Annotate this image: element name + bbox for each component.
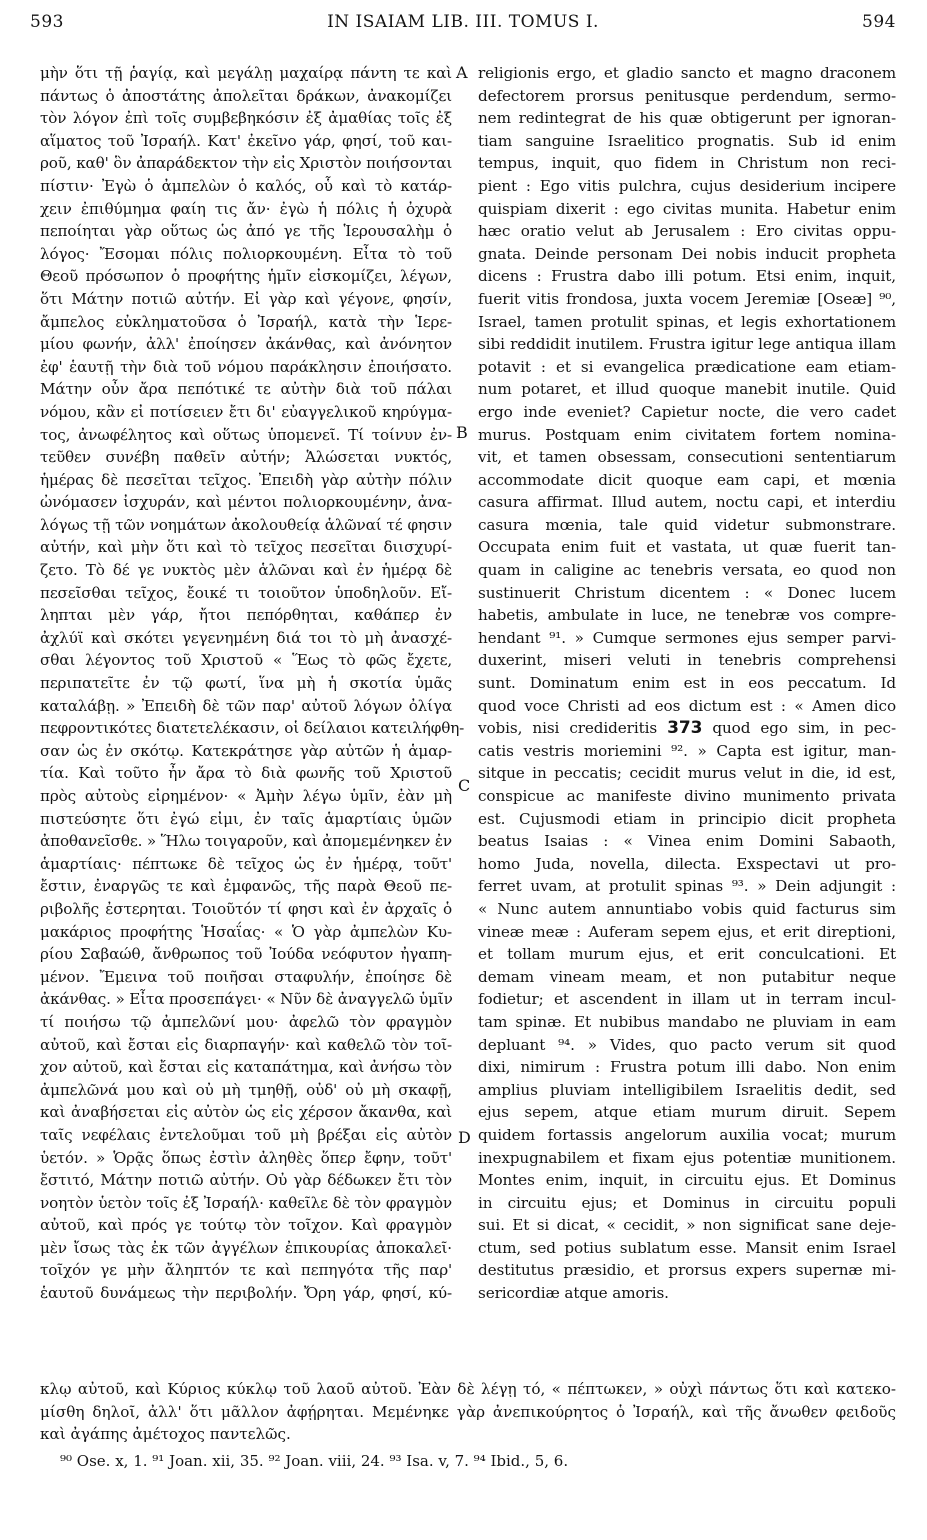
- text-line: murus. Postquam enim civitatem fortem nomina-: [478, 425, 896, 444]
- text-line: potavit : et si evangelica prædicatione eam etiam-: [478, 357, 896, 376]
- text-line: demam vineam meam, et non putabitur neque: [478, 967, 896, 986]
- text-line: σθαι λέγοντος τοῦ Χριστοῦ « Ἕως τὸ φῶς ἔχετε,: [40, 651, 452, 670]
- text-line: μίσθη δηλοῖ, ἀλλ' ὅτι μᾶλλον ἀφῄρηται. Μεμένηκε γὰρ ἀνεπικούρητος ὁ Ἰσραήλ, καὶ τῆς ἄνωθεν φειδοῦς: [40, 1402, 896, 1421]
- text-line: ἄμπελος εὐκληματοῦσα ὁ Ἰσραήλ, κατὰ τὴν Ἱερε-: [40, 312, 452, 331]
- text-line: τία. Καὶ τοῦτο ἦν ἄρα τὸ διὰ φωνῆς τοῦ Χριστοῦ: [40, 764, 452, 783]
- text-line: quod voce Christi ad eos dictum est : « Amen dico: [478, 696, 896, 715]
- text-line: αὐτοῦ, καὶ πρός γε τούτῳ τὸν τοῖχον. Καὶ φραγμὸν: [40, 1216, 452, 1235]
- text-line: χειν ἐπιθύμημα φαίη τις ἄν· ἐγὼ ἡ πόλις ἡ ὀχυρὰ: [40, 199, 452, 218]
- running-header: [30, 6, 896, 42]
- text-line: conspicue ac manifeste divino munimento privata: [478, 787, 896, 805]
- text-line: nem redintegrat de his quæ obtigerunt per ignoran-: [478, 109, 896, 128]
- text-line: Μάτην οὖν ἄρα πεπότικέ τε αὐτὴν διὰ τοῦ πάλαι: [40, 380, 452, 399]
- text-line: vit, et tamen obsessam, consecutioni sententiarum: [478, 448, 896, 467]
- text-line: hæc oratio velut ab Jerusalem : Ero civitas oppu-: [478, 222, 896, 241]
- text-line: amplius pluviam intelligibilem Israelitis dedit, sed: [478, 1080, 896, 1099]
- text-line: ejus sepem, atque etiam murum diruit. Sepem: [478, 1103, 896, 1122]
- text-line: dixi, nimirum : Frustra potum illi dabo. Non enim: [478, 1058, 896, 1077]
- text-line: λόγος· Ἔσομαι πόλις πολιορκουμένη. Εἶτα τὸ τοῦ: [40, 244, 452, 263]
- text-line: ροῦ, καθ' ὃν ἀπαράδεκτον τὴν εἰς Χριστὸν ποιήσονται: [40, 154, 453, 173]
- text-line: πεποίηται γὰρ οὕτως ὡς ἀπό γε τῆς Ἱερουσαλὴμ ὁ: [40, 222, 452, 241]
- text-line: πίστιν· Ἐγὼ ὁ ἀμπελὼν ὁ καλός, οὗ καὶ τὸ κατάρ-: [40, 176, 452, 195]
- text-line: αἵματος τοῦ Ἰσραήλ. Κατ' ἐκεῖνο γάρ, φησί, τοῦ και-: [40, 131, 452, 150]
- text-line: νόμου, κἂν εἰ ποτίσειεν ἔτι δι' εὐαγγελικοῦ κηρύγμα-: [40, 402, 452, 421]
- text-line: αὐτήν, καὶ μὴν ὅτι καὶ τὸ τεῖχος πεσεῖται διισχυρί-: [40, 538, 452, 557]
- text-line: λόγως τῇ τῶν νοημάτων ἀκολουθείᾳ ἁλῶναί τέ φησιν: [40, 515, 452, 534]
- text-line: Israel, tamen protulit spinas, et legis exhortationem: [478, 312, 896, 331]
- text-line: πρὸς αὐτοὺς εἰρημένον· « Ἀμὴν λέγω ὑμῖν, ἐὰν μὴ: [40, 787, 452, 805]
- text-line: ζετο. Τὸ δέ γε νυκτὸς μὲν ἁλῶναι καὶ ἐν ἡμέρᾳ δὲ: [40, 561, 452, 580]
- text-line: ἀποθανεῖσθε. » Ἥλω τοιγαροῦν, καὶ ἀπομεμένηκεν ἐν: [40, 832, 452, 851]
- text-line: num potaret, et illud quoque manebit inutile. Quid: [478, 380, 896, 399]
- text-line: habetis, ambulate in luce, ne tenebræ vos compre-: [478, 606, 896, 625]
- text-line: ἀκάνθας. » Εἶτα προσεπάγει· « Νῦν δὲ ἀναγγελῶ ὑμῖν: [40, 990, 453, 1009]
- text-line: πεφροντικότες διατετελέκασιν, οἱ δείλαιοι κατειλήφθη-: [40, 719, 465, 738]
- text-line: dicens : Frustra dabo illi potum. Etsi enim, inquit,: [478, 267, 896, 286]
- text-line: αὐτοῦ, καὶ ἔσται εἰς διαρπαγήν· καὶ καθελῶ τὸν τοῖ-: [40, 1035, 452, 1054]
- text-line: ἔστιν, ἐναργῶς τε καὶ ἐμφανῶς, τῆς παρὰ Θεοῦ πε-: [40, 877, 452, 896]
- text-line: ὑετόν. » Ὁρᾷς ὅπως ἐστὶν ἀληθὲς ὅπερ ἔφην, τοῦτ': [40, 1148, 452, 1167]
- text-line: et tollam murum ejus, et erit conculcationi. Et: [478, 945, 896, 964]
- text-line: ριβολῆς ἐστερηται. Τοιοῦτόν τί φησι καὶ ἐν ἀρχαῖς ὁ: [40, 899, 452, 918]
- text-line: σαν ὡς ἐν σκότῳ. Κατεκράτησε γὰρ αὐτῶν ἡ ἁμαρ-: [40, 741, 452, 760]
- text-line: τεῦθεν συνέβη παθεῖν αὐτήν; Ἁλώσεται νυκτός,: [40, 448, 452, 467]
- text-line: in circuitu ejus; et Dominus in circuitu populi: [478, 1193, 896, 1212]
- text-line: fodietur; et ascendent in illam ut in terram incul-: [478, 990, 896, 1009]
- text-line: ἀχλύϊ καὶ σκότει γεγενημένη διά τοι τὸ μὴ ἀνασχέ-: [40, 628, 452, 647]
- text-line: casura mœnia, tale quid videtur submonstrare.: [478, 515, 896, 534]
- running-title: IN ISAIAM LIB. III. TOMUS I.: [327, 12, 599, 32]
- text-line: vineæ meæ : Auferam sepem ejus, et erit direptioni,: [478, 922, 896, 941]
- text-line: ergo inde eveniet? Capietur nocte, die vero cadet: [478, 402, 896, 421]
- text-line: νοητὸν ὑετὸν τοῖς ἐξ Ἰσραήλ· καθεῖλε δὲ τὸν φραγμὸν: [40, 1193, 452, 1212]
- text-line: ὅτι Μάτην ποτιῶ αὐτήν. Εἰ γὰρ καὶ γέγονε, φησίν,: [40, 289, 452, 308]
- text-line: ctum, sed potius sublatum esse. Mansit enim Israel: [478, 1238, 896, 1257]
- text-line: περιπατεῖτε ἐν τῷ φωτί, ἵνα μὴ ἡ σκοτία ὑμᾶς: [40, 674, 452, 693]
- text-line: μίου φωνήν, ἀλλ' ἐποίησεν ἀκάνθας, καὶ ἀνόνητον: [40, 335, 452, 354]
- text-line: quispiam dixerit : ego civitas munita. Habetur enim: [478, 199, 896, 218]
- text-line: πεσεῖσθαι τεῖχος, ἔοικέ τι τοιοῦτον ὑποδηλοῦν. Εἴ-: [40, 583, 452, 602]
- text-line: ἐφ' ἑαυτῇ τὴν διὰ τοῦ νόμου παράκλησιν ἐποιήσατο.: [40, 357, 452, 376]
- text-line: duxerint, miseri veluti in tenebris comprehensi: [478, 651, 896, 670]
- text-line: accommodate dicit quoque eam capi, et mœnia: [478, 470, 896, 489]
- text-line: sunt. Dominatum enim est in eos peccatum. Id: [478, 674, 896, 693]
- text-line: Montes enim, inquit, in circuitu ejus. Et Dominus: [478, 1171, 896, 1190]
- text-line: μακάριος προφήτης Ἡσαΐας· « Ὁ γὰρ ἀμπελὼν Κυ-: [40, 922, 452, 941]
- margin-letter-b: B: [456, 423, 468, 442]
- text-line: πάντως ὁ ἀποστάτης ἀπολεῖται δράκων, ἀνακομίζει: [40, 86, 452, 105]
- text-line: ἑαυτοῦ δυνάμεως τὴν περιβολήν. Ὄρη γάρ, φησί, κύ-: [40, 1284, 452, 1303]
- text-line: tam spinæ. Et nubibus mandabo ne pluviam in eam: [478, 1012, 896, 1031]
- text-line: vobis, nisi credideritis 373 quod ego sim, in pec-: [478, 718, 896, 739]
- text-line: quam in caligine ac tenebris versata, eo quod non: [478, 561, 896, 580]
- text-line: ἀμπελῶνά μου καὶ οὐ μὴ τμηθῇ, οὐδ' οὐ μὴ σκαφῇ,: [40, 1080, 452, 1099]
- text-line: gnata. Deinde personam Dei nobis inducit propheta: [478, 244, 896, 263]
- text-line: ρίου Σαβαώθ, ἄνθρωπος τοῦ Ἰούδα νεόφυτον ἠγαπη-: [40, 945, 452, 964]
- text-line: τοῖχόν γε μὴν ἄληπτόν τε καὶ πεπηγότα τῆς παρ': [40, 1261, 452, 1280]
- text-line: μὴν ὅτι τῇ ῥαγίᾳ, καὶ μεγάλῃ μαχαίρᾳ πάντη τε καὶ: [40, 64, 452, 82]
- text-line: sui. Et si dicat, « cecidit, » non significat sane deje-: [478, 1216, 896, 1235]
- text-line: ferret uvam, at protulit spinas ⁹³. » Dein adjungit :: [478, 877, 896, 896]
- margin-letter-c: C: [458, 776, 471, 795]
- text-line: καὶ ἀγάπης ἀμέτοχος παντελῶς.: [40, 1425, 291, 1444]
- text-line: ἔστιτό, Μάτην ποτιῶ αὐτήν. Οὐ γὰρ δέδωκεν ἔτι τὸν: [40, 1171, 452, 1190]
- footnotes: ⁹⁰ Ose. x, 1. ⁹¹ Joan. xii, 35. ⁹² Joan. viii, 24. ⁹³ Isa. v, 7. ⁹⁴ Ibid., 5, 6.: [60, 1452, 569, 1470]
- greek-tail-paragraph: [40, 1378, 896, 1446]
- page-number-left: 593: [30, 12, 64, 32]
- text-line: homo Juda, novella, dilecta. Exspectavi ut pro-: [478, 854, 896, 873]
- text-line: πιστεύσητε ὅτι ἐγώ εἰμι, ἐν ταῖς ἁμαρτίαις ὑμῶν: [40, 809, 452, 828]
- column-number-marker: 373: [667, 718, 703, 739]
- text-line: χον αὐτοῦ, καὶ ἔσται εἰς καταπάτημα, καὶ ἀνήσω τὸν: [40, 1058, 452, 1077]
- text-line: Θεοῦ πρόσωπον ὁ προφήτης ἡμῖν εἰσκομίζει, λέγων,: [40, 267, 452, 286]
- text-line: hendant ⁹¹. » Cumque sermones ejus semper parvi-: [478, 628, 896, 647]
- text-line: tempus, inquit, quo fidem in Christum non reci-: [478, 154, 896, 173]
- text-line: τί ποιήσω τῷ ἀμπελῶνί μου· ἀφελῶ τὸν φραγμὸν: [40, 1012, 452, 1031]
- text-line: τὸν λόγον ἐπὶ τοῖς συμβεβηκόσιν ἐξ ἀμαθίας τοῖς ἐξ: [40, 109, 452, 128]
- text-line: pient : Ego vitis pulchra, cujus desiderium incipere: [478, 176, 896, 195]
- text-line: destitutus præsidio, et prorsus expers supernæ mi-: [478, 1261, 896, 1280]
- text-line: τος, ἀνωφέλητος καὶ οὕτως ὑπομενεῖ. Τί τοίνυν ἐν-: [40, 425, 452, 444]
- text-line: beatus Isaias : « Vinea enim Domini Sabaoth,: [478, 832, 896, 851]
- text-line: sitque in peccatis; cecidit murus velut in die, id est,: [478, 764, 896, 783]
- text-line: κλῳ αὐτοῦ, καὶ Κύριος κύκλῳ τοῦ λαοῦ αὐτοῦ. Ἐὰν δὲ λέγῃ τό, « πέπτωκεν, » οὐχὶ πάντως ὅτι καὶ κατεκο-: [40, 1380, 896, 1398]
- text-line: inexpugnabilem et fixam ejus potentiæ munitionem.: [478, 1148, 896, 1167]
- text-line: μὲν ἴσως τὰς ἐκ τῶν ἀγγέλων ἐπικουρίας ἀποκαλεῖ·: [40, 1238, 452, 1257]
- text-line: sibi reddidit inutilem. Frustra igitur lege antiqua illam: [478, 335, 896, 354]
- text-line: tiam sanguine Israelitico prognatis. Sub id enim: [478, 131, 896, 150]
- latin-column: [478, 62, 896, 1305]
- text-line: ἡμέρας δὲ πεσεῖται τεῖχος. Ἐπειδὴ γὰρ αὐτὴν πόλιν: [40, 470, 452, 489]
- text-line: defectorem prorsus penitusque perdendum, sermo-: [478, 86, 896, 105]
- text-line: ληπται μὲν γάρ, ἤτοι πεπόρθηται, καθάπερ ἐν: [40, 606, 452, 625]
- text-line: ὠνόμασεν ἰσχυράν, καὶ μέντοι πολιορκουμένην, ἀνα-: [40, 493, 452, 512]
- text-line: casura affirmat. Illud autem, noctu capi, et interdiu: [478, 493, 896, 512]
- text-line: quidem fortassis angelorum auxilia vocat; murum: [478, 1125, 896, 1144]
- text-line: μένον. Ἔμεινα τοῦ ποιῆσαι σταφυλήν, ἐποίησε δὲ: [40, 967, 452, 986]
- text-line: καταλάβῃ. » Ἐπειδὴ δὲ τῶν παρ' αὐτοῦ λόγων ὀλίγα: [40, 696, 452, 715]
- text-line: ἁμαρτίαις· πέπτωκε δὲ τεῖχος ὡς ἐν ἡμέρᾳ, τοῦτ': [40, 854, 452, 873]
- text-line: « Nunc autem annuntiabo vobis quid facturus sim: [478, 899, 896, 918]
- margin-letter-d: D: [458, 1128, 471, 1147]
- page-number-right: 594: [862, 12, 896, 32]
- text-line: sustinuerit Christum dicentem : « Donec lucem: [478, 583, 896, 602]
- greek-column: [40, 62, 465, 1305]
- text-line: depluant ⁹⁴. » Vides, quo pacto verum sit quod: [478, 1035, 896, 1054]
- margin-letter-a: A: [456, 63, 468, 82]
- text-line: religionis ergo, et gladio sancto et magno draconem: [478, 64, 896, 82]
- text-line: ταῖς νεφέλαις ἐντελοῦμαι τοῦ μὴ βρέξαι εἰς αὐτὸν: [40, 1125, 452, 1144]
- text-line: sericordiæ atque amoris.: [478, 1284, 669, 1303]
- text-line: Occupata enim fuit et vastata, ut quæ fuerit tan-: [478, 538, 896, 557]
- text-line: fuerit vitis frondosa, juxta vocem Jeremiæ [Oseæ] ⁹⁰,: [478, 289, 896, 308]
- text-line: est. Cujusmodi etiam in principio dicit propheta: [478, 809, 896, 828]
- text-line: καὶ ἀναβήσεται εἰς αὐτὸν ὡς εἰς χέρσον ἄκανθα, καὶ: [40, 1103, 452, 1122]
- text-line: catis vestris moriemini ⁹². » Capta est igitur, man-: [478, 741, 896, 760]
